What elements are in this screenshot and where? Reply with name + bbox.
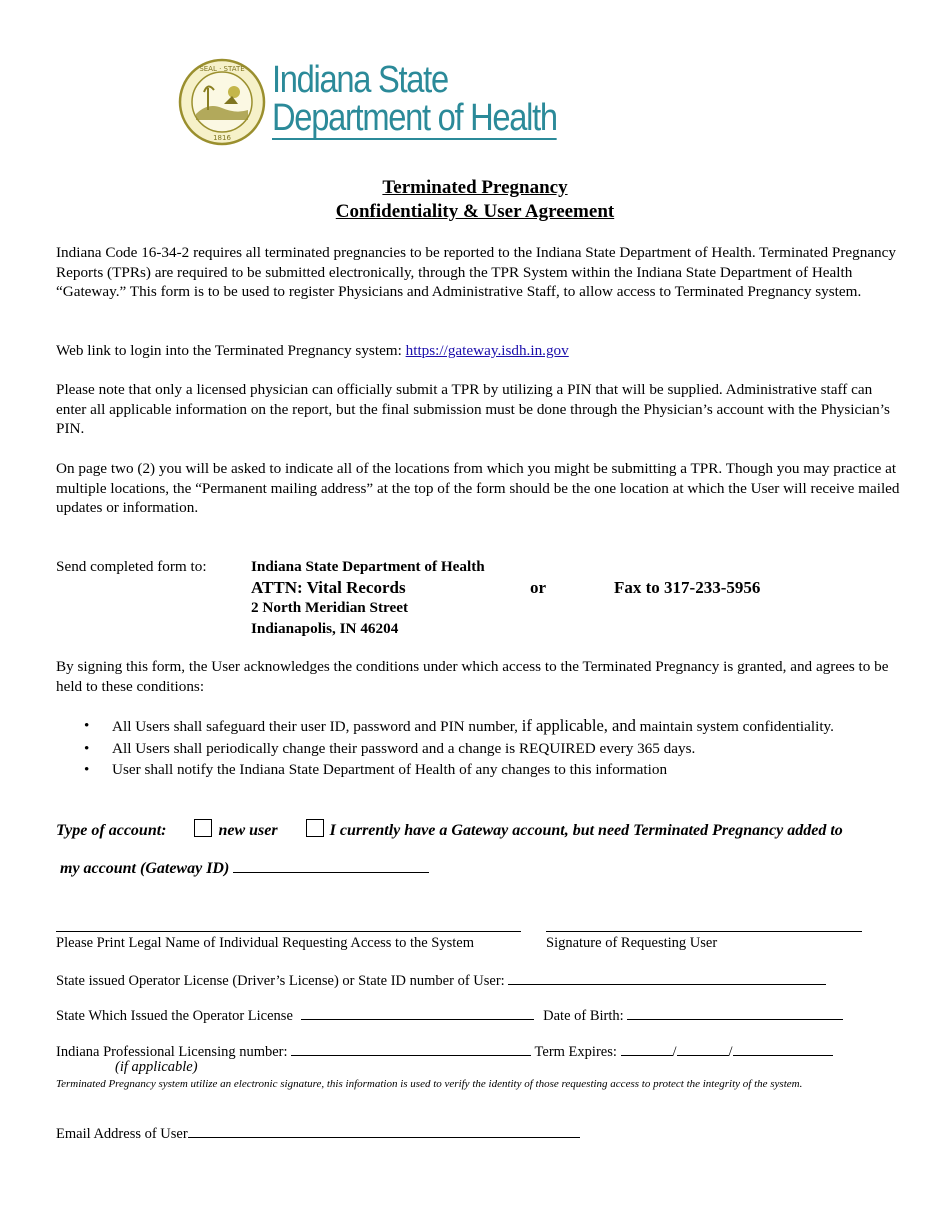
- gateway-link[interactable]: https://gateway.isdh.in.gov: [405, 342, 569, 359]
- agency-logo: [178, 56, 608, 148]
- existing-account-checkbox[interactable]: [306, 819, 324, 837]
- term-expires-month-field[interactable]: [621, 1041, 673, 1056]
- state-seal-icon: [178, 58, 266, 146]
- agency-name-line2: Department of Health: [272, 97, 557, 139]
- send-label: Send completed form to:: [56, 558, 207, 575]
- if-applicable-note: (if applicable): [115, 1059, 198, 1075]
- form-title-line2: Confidentiality & User Agreement: [335, 201, 615, 222]
- bullet-text: if applicable, and: [521, 716, 636, 735]
- license-state-field[interactable]: [301, 1005, 534, 1020]
- locations-note-paragraph: On page two (2) you will be asked to indicate all of the locations from which you might be submitting a TPR. Though you may practice at multiple locations, the “Permanent mailing address” at the top of the form should be the one location at which the User will receive mailed updates or information.: [56, 460, 900, 517]
- agency-name-line1: Indiana State: [272, 59, 448, 101]
- account-type-label: Type of account:: [56, 822, 167, 839]
- weblink-label: Web link to login into the Terminated Pregnancy system:: [56, 342, 406, 359]
- esignature-note: Terminated Pregnancy system utilize an electronic signature, this information is used to verify the identity of those requesting access to protect the integrity of the system.: [56, 1078, 803, 1090]
- weblink-paragraph: [56, 341, 901, 361]
- mailing-address: [251, 557, 485, 639]
- dob-label: Date of Birth:: [543, 1008, 624, 1024]
- intro-paragraph: Indiana Code 16-34-2 requires all terminated pregnancies to be reported to the Indiana State Department of Health. Terminated Pregnancy Reports (TPRs) are required to be submitted electronically, through the TPR System within the Indiana State Department of Health “Gateway.” This form is to be used to register Physicians and Administrative Staff, to allow access to Terminated Pregnancy system.: [56, 244, 896, 301]
- list-item: • User shall notify the Indiana State Department of Health of any changes to this information: [56, 760, 876, 780]
- signature-field[interactable]: [546, 931, 862, 932]
- address-line: Indiana State Department of Health: [251, 558, 485, 575]
- term-expires-year-field[interactable]: [733, 1041, 833, 1056]
- form-title: [0, 176, 950, 200]
- bullet-text: maintain system confidentiality.: [635, 718, 834, 735]
- list-item: • All Users shall periodically change their password and a change is REQUIRED every 365 days.: [56, 739, 876, 759]
- new-user-label: new user: [218, 822, 278, 839]
- list-item: [56, 716, 876, 737]
- license-id-row: [56, 970, 826, 992]
- acknowledge-paragraph: By signing this form, the User acknowledges the conditions under which access to the Terminated Pregnancy is granted, and agrees to be held to these conditions:: [56, 658, 889, 695]
- print-name-field[interactable]: [56, 931, 521, 932]
- prof-license-field[interactable]: [291, 1041, 531, 1056]
- dob-field[interactable]: [627, 1005, 843, 1020]
- email-row: [56, 1123, 580, 1145]
- license-state-label: State Which Issued the Operator License: [56, 1008, 293, 1024]
- conditions-list: [56, 716, 876, 782]
- prof-license-label: Indiana Professional Licensing number:: [56, 1044, 288, 1060]
- fax-number: Fax to 317-233-5956: [614, 578, 761, 597]
- new-user-checkbox[interactable]: [194, 819, 212, 837]
- address-line: ATTN: Vital Records: [251, 577, 406, 597]
- print-name-label: Please Print Legal Name of Individual Requesting Access to the System: [56, 935, 475, 951]
- term-expires-day-field[interactable]: [677, 1041, 729, 1056]
- form-title-line1: Terminated Pregnancy: [382, 177, 568, 198]
- existing-account-label: I currently have a Gateway account, but need Terminated Pregnancy added to: [329, 822, 843, 839]
- term-expires-label: Term Expires:: [534, 1044, 617, 1060]
- email-field[interactable]: [188, 1123, 580, 1138]
- signature-label: Signature of Requesting User: [546, 935, 718, 951]
- form-subtitle: [0, 200, 950, 224]
- gateway-id-label: my account (Gateway ID): [60, 860, 230, 877]
- address-line: Indianapolis, IN 46204: [251, 619, 399, 637]
- license-state-row: [56, 1005, 843, 1027]
- license-id-field[interactable]: [508, 970, 826, 985]
- svg-text:1816: 1816: [213, 134, 231, 142]
- account-type-row: [56, 819, 843, 841]
- email-label: Email Address of User: [56, 1126, 188, 1142]
- bullet-text: All Users shall safeguard their user ID, password and PIN number,: [112, 718, 522, 735]
- address-line: 2 North Meridian Street: [251, 599, 409, 616]
- physician-note-paragraph: Please note that only a licensed physician can officially submit a TPR by utilizing a PIN that will be supplied. Administrative staff can enter all applicable information on the report, but the final submission must be done through the Physician’s account with the Physician’s PIN.: [56, 381, 890, 438]
- svg-text:SEAL · STATE: SEAL · STATE: [199, 65, 245, 73]
- gateway-id-field[interactable]: [233, 858, 429, 873]
- prof-license-row: Indiana Professional Licensing number: Term Expires: / /: [56, 1041, 833, 1063]
- gateway-id-row: [60, 858, 429, 879]
- license-id-label: State issued Operator License (Driver’s License) or State ID number of User:: [56, 973, 505, 989]
- or-text: or: [530, 578, 547, 597]
